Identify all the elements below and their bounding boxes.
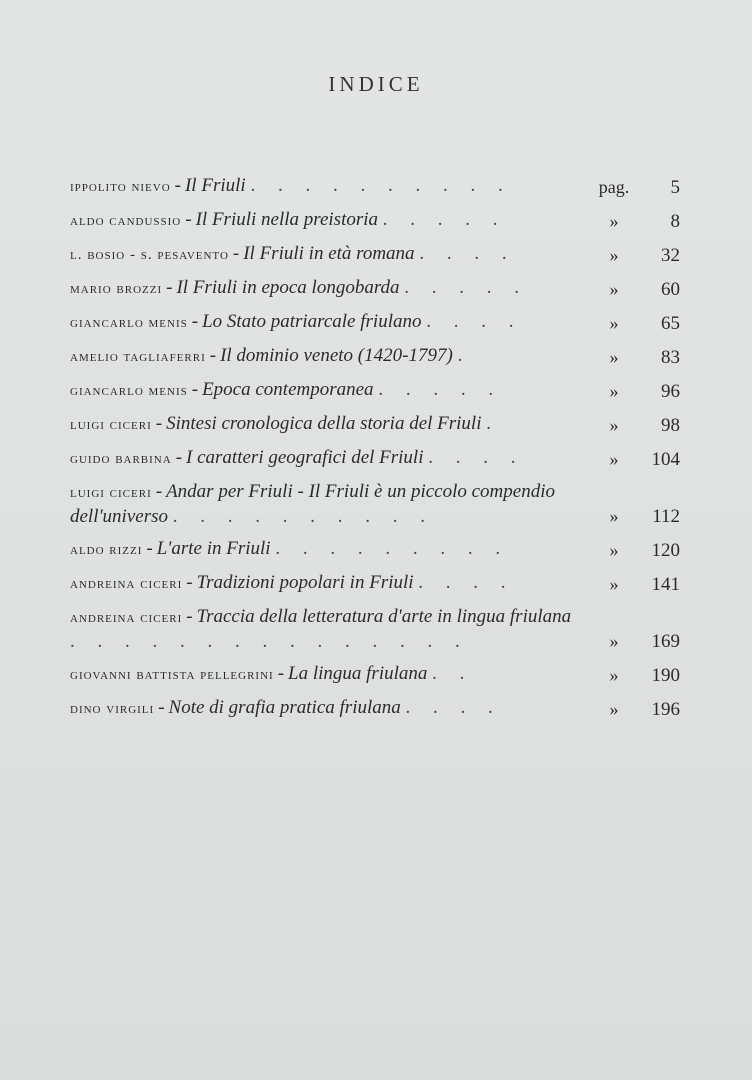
toc-entry	[70, 208, 680, 233]
leader-dots: . . . .	[419, 243, 516, 264]
entry-text	[70, 344, 586, 369]
leader-dots: . . . . . . . . . .	[250, 175, 512, 196]
entry-title: Epoca contemporanea	[202, 379, 374, 400]
page-marker: »	[609, 381, 619, 401]
page-marker: »	[609, 279, 619, 299]
toc-entry	[70, 344, 680, 369]
entry-text	[70, 605, 586, 653]
page-number: 32	[661, 245, 680, 266]
entry-separator: -	[166, 277, 173, 298]
page-marker: »	[609, 540, 619, 560]
page-marker: »	[609, 631, 619, 651]
entry-separator: -	[174, 175, 181, 196]
leader-dots: . . . .	[405, 697, 502, 718]
entry-title: Note di grafia pratica friulana	[168, 697, 401, 718]
leader-dots: . . . . . . . . . . . . . . .	[70, 631, 469, 652]
entry-text	[70, 208, 586, 233]
page-number: 141	[651, 574, 680, 595]
entry-title: La lingua friulana	[288, 663, 428, 684]
entry-title: L'arte in Friuli	[156, 538, 271, 559]
entry-separator: -	[155, 413, 163, 434]
toc-entry	[70, 310, 680, 335]
entry-title: Tradizioni popolari in Friuli	[196, 572, 414, 593]
leader-dots: . . . . .	[404, 277, 529, 298]
toc-entry	[70, 696, 680, 721]
toc-entry	[70, 537, 680, 562]
entry-author: l. bosio - s. pesavento	[70, 247, 229, 263]
page-marker: »	[609, 347, 619, 367]
page-number: 190	[651, 665, 680, 686]
entry-title: Traccia della letteratura d'arte in lingua friulana	[196, 606, 572, 627]
leader-dots: . . . . .	[382, 209, 507, 230]
entry-separator: -	[186, 572, 193, 593]
entry-author: andreina ciceri	[70, 576, 183, 592]
entry-text	[70, 446, 586, 471]
toc-entry	[70, 412, 680, 437]
entry-title: Il dominio veneto (1420-1797)	[220, 345, 453, 366]
toc-entry	[70, 378, 680, 403]
leader-dots: . .	[432, 663, 474, 684]
entry-title: Il Friuli nella preistoria	[195, 209, 379, 230]
page-number: 169	[651, 631, 680, 652]
page-number: 120	[651, 540, 680, 561]
page-marker: »	[609, 699, 619, 719]
entry-separator: -	[146, 538, 153, 559]
toc-entry	[70, 276, 680, 301]
page-number: 96	[661, 381, 680, 402]
entry-separator: -	[277, 663, 285, 684]
entry-author: aldo candussio	[70, 213, 182, 229]
entry-separator: -	[191, 379, 199, 400]
toc-entry	[70, 662, 680, 687]
entry-title: Il Friuli	[184, 175, 246, 196]
entry-separator: -	[232, 243, 240, 264]
entry-text	[70, 174, 586, 199]
leader-dots: . . . .	[418, 572, 515, 593]
entry-text	[70, 242, 586, 267]
leader-dots: . . . .	[426, 311, 523, 332]
entry-author: giancarlo menis	[70, 383, 188, 399]
entry-separator: -	[175, 447, 183, 468]
leader-dots: . . . . .	[378, 379, 503, 400]
entry-author: aldo rizzi	[70, 542, 143, 558]
entry-author: giancarlo menis	[70, 315, 188, 331]
leader-dots: . . . . . . . . . .	[172, 506, 434, 527]
page-number: 83	[661, 347, 680, 368]
toc-entry	[70, 605, 680, 653]
page-number: 5	[670, 177, 680, 198]
page-number: 60	[661, 279, 680, 300]
entry-author: mario brozzi	[70, 281, 163, 297]
entry-title: Il Friuli in età romana	[243, 243, 415, 264]
entry-separator: -	[185, 209, 192, 230]
toc-entry	[70, 174, 680, 199]
entry-author: luigi ciceri	[70, 485, 152, 501]
entry-author: amelio tagliaferri	[70, 349, 206, 365]
entry-title: Andar per Friuli - Il Friuli è un piccolo compendio dell'universo	[70, 481, 555, 527]
page-marker: »	[609, 313, 619, 333]
table-of-contents	[70, 174, 680, 730]
leader-dots: .	[486, 413, 500, 434]
entry-author: andreina ciceri	[70, 610, 183, 626]
page-marker: »	[609, 574, 619, 594]
entry-separator: -	[186, 606, 193, 627]
leader-dots: . . . .	[428, 447, 525, 468]
entry-text	[70, 310, 586, 335]
page-number: 8	[670, 211, 680, 232]
entry-title: Lo Stato patriarcale friulano	[202, 311, 422, 332]
entry-text	[70, 537, 586, 562]
entry-text	[70, 378, 586, 403]
leader-dots: . . . . . . . . .	[275, 538, 510, 559]
page-marker: »	[609, 665, 619, 685]
page-marker: »	[609, 506, 619, 526]
entry-author: dino virgili	[70, 701, 155, 717]
leader-dots: .	[457, 345, 472, 366]
page-number: 104	[651, 449, 680, 470]
page-marker: »	[609, 449, 619, 469]
entry-separator: -	[158, 697, 165, 718]
page-title: INDICE	[328, 72, 424, 96]
entry-author: giovanni battista pellegrini	[70, 667, 274, 683]
entry-author: ippolito nievo	[70, 179, 171, 195]
page-number: 98	[661, 415, 680, 436]
page-marker: pag.	[598, 177, 630, 197]
page-number: 112	[652, 506, 680, 527]
entry-text	[70, 480, 586, 528]
toc-entry	[70, 480, 680, 528]
entry-text	[70, 276, 586, 301]
page-number: 196	[651, 699, 680, 720]
entry-text	[70, 412, 586, 437]
toc-entry	[70, 446, 680, 471]
entry-text	[70, 662, 586, 687]
entry-title: I caratteri geografici del Friuli	[186, 447, 424, 468]
toc-entry	[70, 571, 680, 596]
page-marker: »	[609, 415, 619, 435]
entry-text	[70, 696, 586, 721]
page-marker: »	[609, 211, 619, 231]
entry-separator: -	[209, 345, 217, 366]
entry-title: Il Friuli in epoca longobarda	[176, 277, 400, 298]
entry-title: Sintesi cronologica della storia del Friuli	[166, 413, 482, 434]
entry-author: luigi ciceri	[70, 417, 152, 433]
entry-text	[70, 571, 586, 596]
entry-author: guido barbina	[70, 451, 172, 467]
toc-entry	[70, 242, 680, 267]
entry-separator: -	[155, 481, 163, 502]
page-number: 65	[661, 313, 680, 334]
page-marker: »	[609, 245, 619, 265]
entry-separator: -	[191, 311, 199, 332]
